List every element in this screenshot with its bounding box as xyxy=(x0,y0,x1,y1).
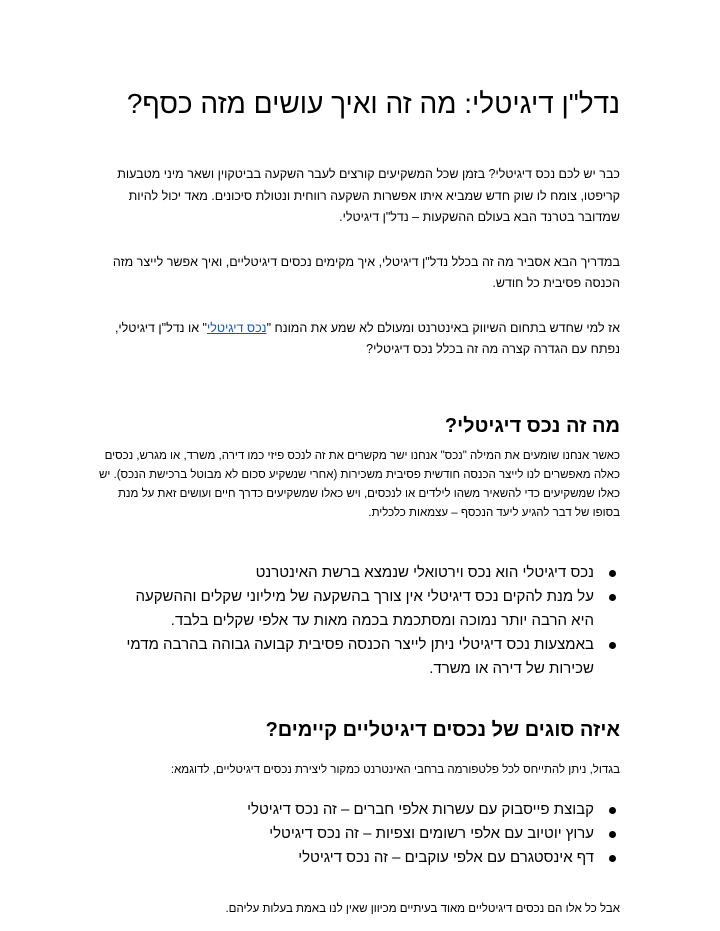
list-item xyxy=(86,633,594,681)
section1-line-3: כאלו שמשקיעים כדי להשאיר משהו לילדים או לנכסים, ויש כאלו שמשקיעים כדרך חיים ועושים זאת על מנת xyxy=(118,487,620,500)
section1-bullet-list xyxy=(86,561,620,681)
intro-paragraph xyxy=(86,164,620,229)
section1-line-2: כאלה מאפשרים לנו לייצר הכנסה חודשית פסיבית משכירות (אחרי שנשקיע סכום לא מבוטל ברכישת הנכס). יש xyxy=(98,468,620,481)
section-heading-what-is: מה זה נכס דיגיטלי? xyxy=(444,414,620,437)
section1-line-4: בסופו של דבר להגיע ליעד הנכסף – עצמאות כלכלית. xyxy=(368,506,620,519)
newcomers-paragraph xyxy=(86,318,620,361)
intro-line-3: שמדובר בטרנד הבא בעולם ההשקעות – נדל"ן דיגיטלי. xyxy=(339,210,620,224)
page-title: נדל"ן דיגיטלי: מה זה ואיך עושים מזה כסף? xyxy=(126,88,620,119)
list-item-text: דף אינסטגרם עם אלפי עוקבים – זה נכס דיגיטלי xyxy=(298,848,594,866)
list-item-text: שכירות של דירה או משרד. xyxy=(429,659,594,677)
list-item xyxy=(86,798,594,822)
list-item xyxy=(86,561,594,585)
section2-bullet-list xyxy=(86,798,620,870)
list-item-text: על מנת להקים נכס דיגיטלי אין צורך בהשקעה של מיליוני שקלים וההשקעה xyxy=(135,587,594,605)
list-item-text: קבוצת פייסבוק עם עשרות אלפי חברים – זה נכס דיגיטלי xyxy=(247,800,594,818)
section1-line-1: כאשר אנחנו שומעים את המילה "נכס" אנחנו ישר מקשרים את זה לנכס פיזי כמו דירה, משרד, או מגרש, נכסים xyxy=(104,449,620,462)
intro-line-1: כבר יש לכם נכס דיגיטלי? בזמן שכל המשקיעים קורצים לעבר השקעה בביטקוין ושאר מיני מטבעות xyxy=(117,167,620,181)
section1-paragraph xyxy=(86,447,620,523)
section2-paragraph: בגדול, ניתן להתייחס לכל פלטפורמה ברחבי האינטרנט כמקור ליצירת נכסים דיגיטליים, לדוגמא: xyxy=(170,763,620,776)
newcomers-text-before: אז למי שחדש בתחום השיווק באינטרנט ומעולם לא שמע את המונח " xyxy=(266,320,620,335)
list-item-text: באמצעות נכס דיגיטלי ניתן לייצר הכנסה פסיבית קבועה גבוהה בהרבה מדמי xyxy=(126,635,594,653)
list-item xyxy=(86,846,594,870)
document-page xyxy=(86,82,620,919)
digital-asset-link[interactable]: נכס דיגיטלי xyxy=(206,320,267,335)
closing-paragraph: אבל כל אלו הם נכסים דיגיטליים מאוד בעיתיים מכיוון שאין לנו באמת בעלות עליהם. xyxy=(225,902,620,915)
guide-line-1: במדריך הבא אסביר מה זה בכלל נדל"ן דיגיטלי, איך מקימים נכסים דיגיטליים, ואיך אפשר לייצר מזה xyxy=(112,254,620,269)
newcomers-line-1 xyxy=(86,318,620,340)
intro-line-2: קריפטו, צומח לו שוק חדש שמביא איתו אפשרות השקעה רווחית ונטולת סיכונים. מאד יכול להיות xyxy=(128,188,620,203)
newcomers-line-2: נפתח עם הגדרה קצרה מה זה בכלל נכס דיגיטלי? xyxy=(366,342,620,356)
list-item xyxy=(86,822,594,846)
list-item-text: נכס דיגיטלי הוא נכס וירטואלי שנמצא ברשת האינטרנט xyxy=(255,563,594,581)
section-heading-types: איזה סוגים של נכסים דיגיטליים קיימים? xyxy=(265,718,620,741)
list-item-text: ערוץ יוטיוב עם אלפי רשומים וצפיות – זה נכס דיגיטלי xyxy=(269,824,594,842)
list-item xyxy=(86,585,594,633)
guide-line-2: הכנסה פסיבית כל חודש. xyxy=(492,276,620,290)
newcomers-text-after: " או נדל"ן דיגיטלי, xyxy=(114,320,207,335)
guide-paragraph xyxy=(86,252,620,295)
list-item-text: היא הרבה יותר נמוכה ומסתכמת בכמה מאות עד אלפי שקלים בלבד. xyxy=(170,611,594,629)
